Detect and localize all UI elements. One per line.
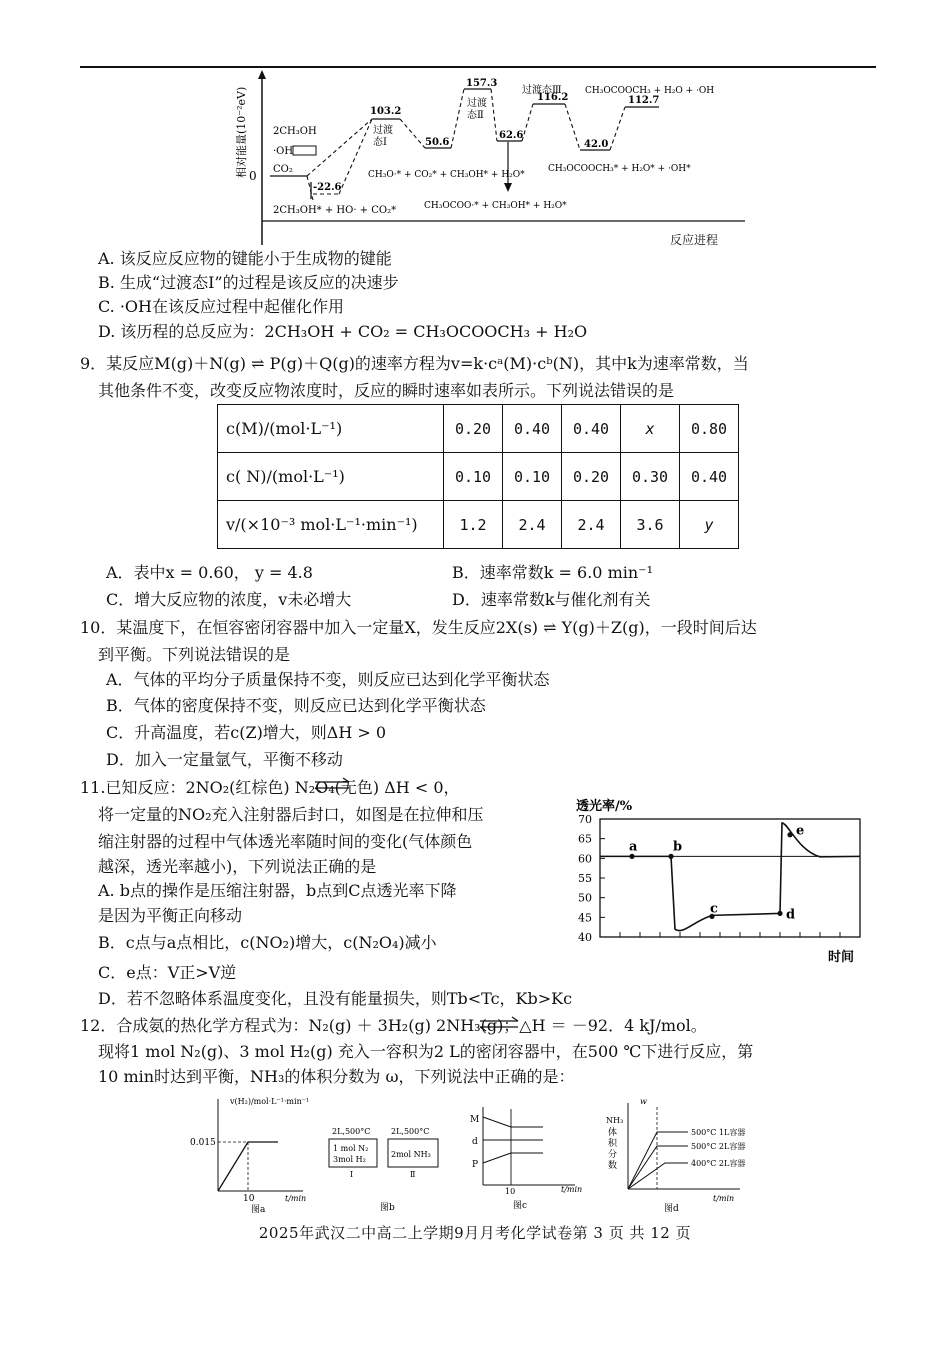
ts2-arrowhead — [504, 183, 512, 192]
y-tick-label: 40 — [578, 931, 592, 944]
fig-b-id: Ⅰ — [350, 1170, 354, 1179]
energy-value: 103.2 — [370, 106, 402, 117]
table-row — [218, 405, 739, 453]
point-label: b — [673, 839, 683, 855]
species-1: 2CH₃OH* + HO· + CO₂* — [273, 205, 397, 216]
table-row — [218, 501, 739, 549]
chart-title: 透光率/% — [576, 799, 633, 814]
species-initial: ·OH — [273, 146, 294, 157]
table-header: v/(×10⁻³ mol·L⁻¹·min⁻¹) — [218, 501, 444, 549]
table-cell: 0.20 — [444, 405, 503, 453]
q9-option-c: C．增大反应物的浓度，v未必增大 — [106, 590, 352, 609]
energy-profile-diagram — [215, 70, 750, 250]
fig-d-ylabel: 分 — [608, 1150, 618, 1160]
q8-option-c: C. ·OH在该反应过程中起催化作用 — [98, 297, 345, 316]
fig-d-curve-label: 500°C 2L容器 — [691, 1142, 746, 1151]
energy-y-label: 相对能量(10⁻²eV) — [235, 86, 248, 178]
fig-c-label: d — [472, 1137, 478, 1147]
fig-d-ylabel: 体 — [608, 1128, 618, 1138]
energy-value: 112.7 — [628, 95, 660, 106]
chart-points — [629, 824, 804, 923]
fig-d-ylabel: 数 — [608, 1161, 618, 1171]
point-label: d — [786, 907, 796, 923]
energy-dashed-path — [307, 89, 625, 200]
species-2: CH₃O·* + CO₂* + CH₃OH* + H₂O* — [368, 170, 525, 180]
q8-option-a: A. 该反应反应物的键能小于生成物的键能 — [98, 249, 392, 268]
fig-b-caption: 图b — [380, 1203, 395, 1213]
q10-option-d: D．加入一定量氩气，平衡不移动 — [106, 750, 343, 769]
table-row — [218, 453, 739, 501]
q11-option-c: C．e点：V正>V逆 — [98, 963, 237, 982]
figure-b — [325, 1120, 450, 1215]
fig-c-xlabel: t/min — [561, 1185, 583, 1194]
q8-option-d: D. 该历程的总反应为：2CH₃OH + CO₂ = CH₃OCOOCH₃ + H₂O — [98, 322, 588, 341]
table-cell: 2.4 — [562, 501, 621, 549]
table-cell: 0.40 — [680, 453, 739, 501]
fig-b-cond: 2L,500°C — [391, 1127, 430, 1136]
table-cell: 0.10 — [444, 453, 503, 501]
species-final: CH₃OCOOCH₃ + H₂O + ·OH — [585, 86, 715, 96]
q11-stem: 缩注射器的过程中气体透光率随时间的变化(气体颜色 — [98, 832, 473, 851]
transmittance-chart — [570, 795, 870, 970]
fig-a-caption: 图a — [251, 1205, 266, 1215]
q11-stem: 越深，透光率越小)，下列说法正确的是 — [98, 857, 377, 876]
table-cell: 0.20 — [562, 453, 621, 501]
energy-axis-arrow — [258, 70, 266, 79]
q10-option-b: B．气体的密度保持不变，则反应已达到化学平衡状态 — [106, 696, 486, 715]
point-e — [787, 832, 792, 837]
q12-stem: 现将1 mol N₂(g)、3 mol H₂(g) 充入一容积为2 L的密闭容器中，在500 ℃下进行反应，第 — [98, 1042, 754, 1061]
table-cell: 0.40 — [503, 405, 562, 453]
q11-option-a-cont: 是因为平衡正向移动 — [98, 906, 243, 925]
fig-c-xvalue: 10 — [505, 1187, 516, 1196]
table-cell: 1.2 — [444, 501, 503, 549]
q12-stem: 12．合成氨的热化学方程式为：N₂(g) ＋ 3H₂(g) 2NH₃(g)；△H ＝ －92．4 kJ/mol。 — [80, 1016, 707, 1035]
q9-option-d: D．速率常数k与催化剂有关 — [452, 590, 651, 609]
energy-value: 50.6 — [425, 137, 450, 148]
table-cell: x — [621, 405, 680, 453]
q11-option-b: B．c点与a点相比，c(NO₂)增大，c(N₂O₄)减小 — [98, 933, 437, 952]
figure-c — [465, 1105, 590, 1215]
ts2-label: 态Ⅱ — [467, 110, 484, 121]
table-cell: 0.10 — [503, 453, 562, 501]
species-initial: CO₂ — [273, 164, 293, 175]
table-cell: 0.40 — [562, 405, 621, 453]
chart-x-ticks — [620, 932, 840, 937]
q9-option-a: A．表中x = 0.60， y = 4.8 — [106, 563, 313, 582]
species-4: CH₃OCOOCH₃* + H₂O* + ·OH* — [548, 164, 691, 174]
q11-stem: 11.已知反应：2NO₂(红棕色) N₂O₄(无色) ΔH < 0， — [80, 778, 460, 797]
q8-option-b: B. 生成“过渡态Ⅰ”的过程是该反应的决速步 — [98, 273, 399, 292]
fig-d-curve-label: 500°C 1L容器 — [691, 1128, 746, 1137]
table-cell: 0.30 — [621, 453, 680, 501]
energy-value: 157.3 — [466, 78, 498, 89]
chart-x-label: 时间 — [828, 950, 855, 965]
q9-rate-table — [217, 404, 739, 549]
table-cell: 2.4 — [503, 501, 562, 549]
fig-c-label: P — [472, 1160, 479, 1170]
energy-value: -22.6 — [313, 182, 342, 193]
oh-box — [293, 146, 316, 155]
fig-b-box-text: 1 mol N₂ — [333, 1144, 369, 1153]
point-label: c — [710, 901, 718, 917]
y-tick-label: 45 — [578, 911, 592, 925]
fig-b-box-text: 3mol H₂ — [333, 1155, 366, 1164]
q11-stem: 将一定量的NO₂充入注射器后封口，如图是在拉伸和压 — [98, 805, 484, 824]
y-tick-label: 50 — [578, 891, 592, 905]
q10-option-c: C．升高温度，若c(Z)增大，则ΔH > 0 — [106, 723, 387, 742]
energy-value: 62.6 — [499, 130, 524, 141]
table-cell: 3.6 — [621, 501, 680, 549]
fig-d-ylabel: NH₃ — [606, 1116, 624, 1125]
header-rule — [80, 66, 876, 68]
equilibrium-arrow-icon — [478, 1014, 522, 1034]
energy-value: 42.0 — [584, 139, 609, 150]
table-header: c( N)/(mol·L⁻¹) — [218, 453, 444, 501]
species-3: CH₃OCOO·* + CH₃OH* + H₂O* — [424, 201, 567, 211]
energy-zero-label: 0 — [249, 169, 257, 183]
table-cell: 0.80 — [680, 405, 739, 453]
energy-value: 116.2 — [537, 92, 569, 103]
q9-option-b: B．速率常数k = 6.0 min⁻¹ — [452, 563, 654, 582]
point-d — [777, 911, 782, 916]
equilibrium-arrow-icon — [313, 775, 353, 795]
fig-b-id: Ⅱ — [410, 1170, 416, 1179]
point-a — [629, 854, 634, 859]
point-b — [668, 854, 673, 859]
q12-stem: 10 min时达到平衡，NH₃的体积分数为 ω，下列说法中正确的是： — [98, 1067, 575, 1086]
fig-b-cond: 2L,500°C — [332, 1127, 371, 1136]
fig-b-box-text: 2mol NH₃ — [391, 1150, 431, 1159]
chart-y-ticks — [578, 813, 605, 944]
q11-option-d: D．若不忽略体系温度变化，且没有能量损失，则Tb<Tc，Kb>Kc — [98, 989, 573, 1008]
ts1-label: 态Ⅰ — [373, 137, 387, 148]
fig-d-ytop: w — [640, 1097, 647, 1106]
chart-frame — [600, 819, 860, 937]
q9-stem: 9．某反应M(g)＋N(g) ⇌ P(g)＋Q(g)的速率方程为v=k·cᵃ(M)·cᵇ(N)，其中k为速率常数，当 — [80, 354, 749, 373]
y-tick-label: 70 — [578, 813, 592, 826]
fig-c-caption: 图c — [513, 1201, 528, 1211]
fig-a-yvalue: 0.015 — [190, 1138, 216, 1148]
q11-option-a: A. b点的操作是压缩注射器，b点到C点透光率下降 — [98, 881, 457, 900]
q10-stem: 10．某温度下，在恒容密闭容器中加入一定量X，发生反应2X(s) ⇌ Y(g)＋Z(g)，一段时间后达 — [80, 618, 757, 637]
y-tick-label: 55 — [578, 872, 592, 885]
figure-d — [600, 1095, 770, 1215]
fig-c-label: M — [470, 1115, 480, 1125]
ts3-label: 过渡态Ⅲ — [522, 85, 562, 96]
point-label: a — [629, 839, 638, 855]
fig-d-xlabel: t/min — [713, 1194, 735, 1203]
figure-a — [185, 1093, 315, 1215]
fig-d-ylabel: 积 — [608, 1139, 618, 1149]
point-label: e — [796, 823, 805, 839]
fig-a-xvalue: 10 — [243, 1194, 255, 1204]
transmittance-curve — [600, 823, 860, 931]
fig-a-xlabel: t/min — [285, 1194, 307, 1203]
q10-option-a: A．气体的平均分子质量保持不变，则反应已达到化学平衡状态 — [106, 670, 550, 689]
ts1-label: 过渡 — [373, 125, 393, 136]
y-tick-label: 65 — [578, 832, 592, 846]
fig-d-caption: 图d — [664, 1204, 679, 1214]
table-header: c(M)/(mol·L⁻¹) — [218, 405, 444, 453]
y-tick-label: 60 — [578, 852, 592, 866]
table-cell: y — [680, 501, 739, 549]
ts2-label: 过渡 — [467, 98, 487, 109]
page-footer: 2025年武汉二中高二上学期9月月考化学试卷第 3 页 共 12 页 — [258, 1224, 692, 1242]
fig-d-curve-label: 400°C 2L容器 — [691, 1159, 746, 1168]
species-initial: 2CH₃OH — [273, 126, 317, 137]
q10-stem: 到平衡。下列说法错误的是 — [98, 645, 291, 664]
q9-stem: 其他条件不变，改变反应物浓度时，反应的瞬时速率如表所示。下列说法错误的是 — [98, 381, 675, 400]
fig-a-ylabel: v(H₂)/mol·L⁻¹·min⁻¹ — [230, 1097, 310, 1106]
energy-x-label: 反应进程 — [670, 233, 719, 247]
